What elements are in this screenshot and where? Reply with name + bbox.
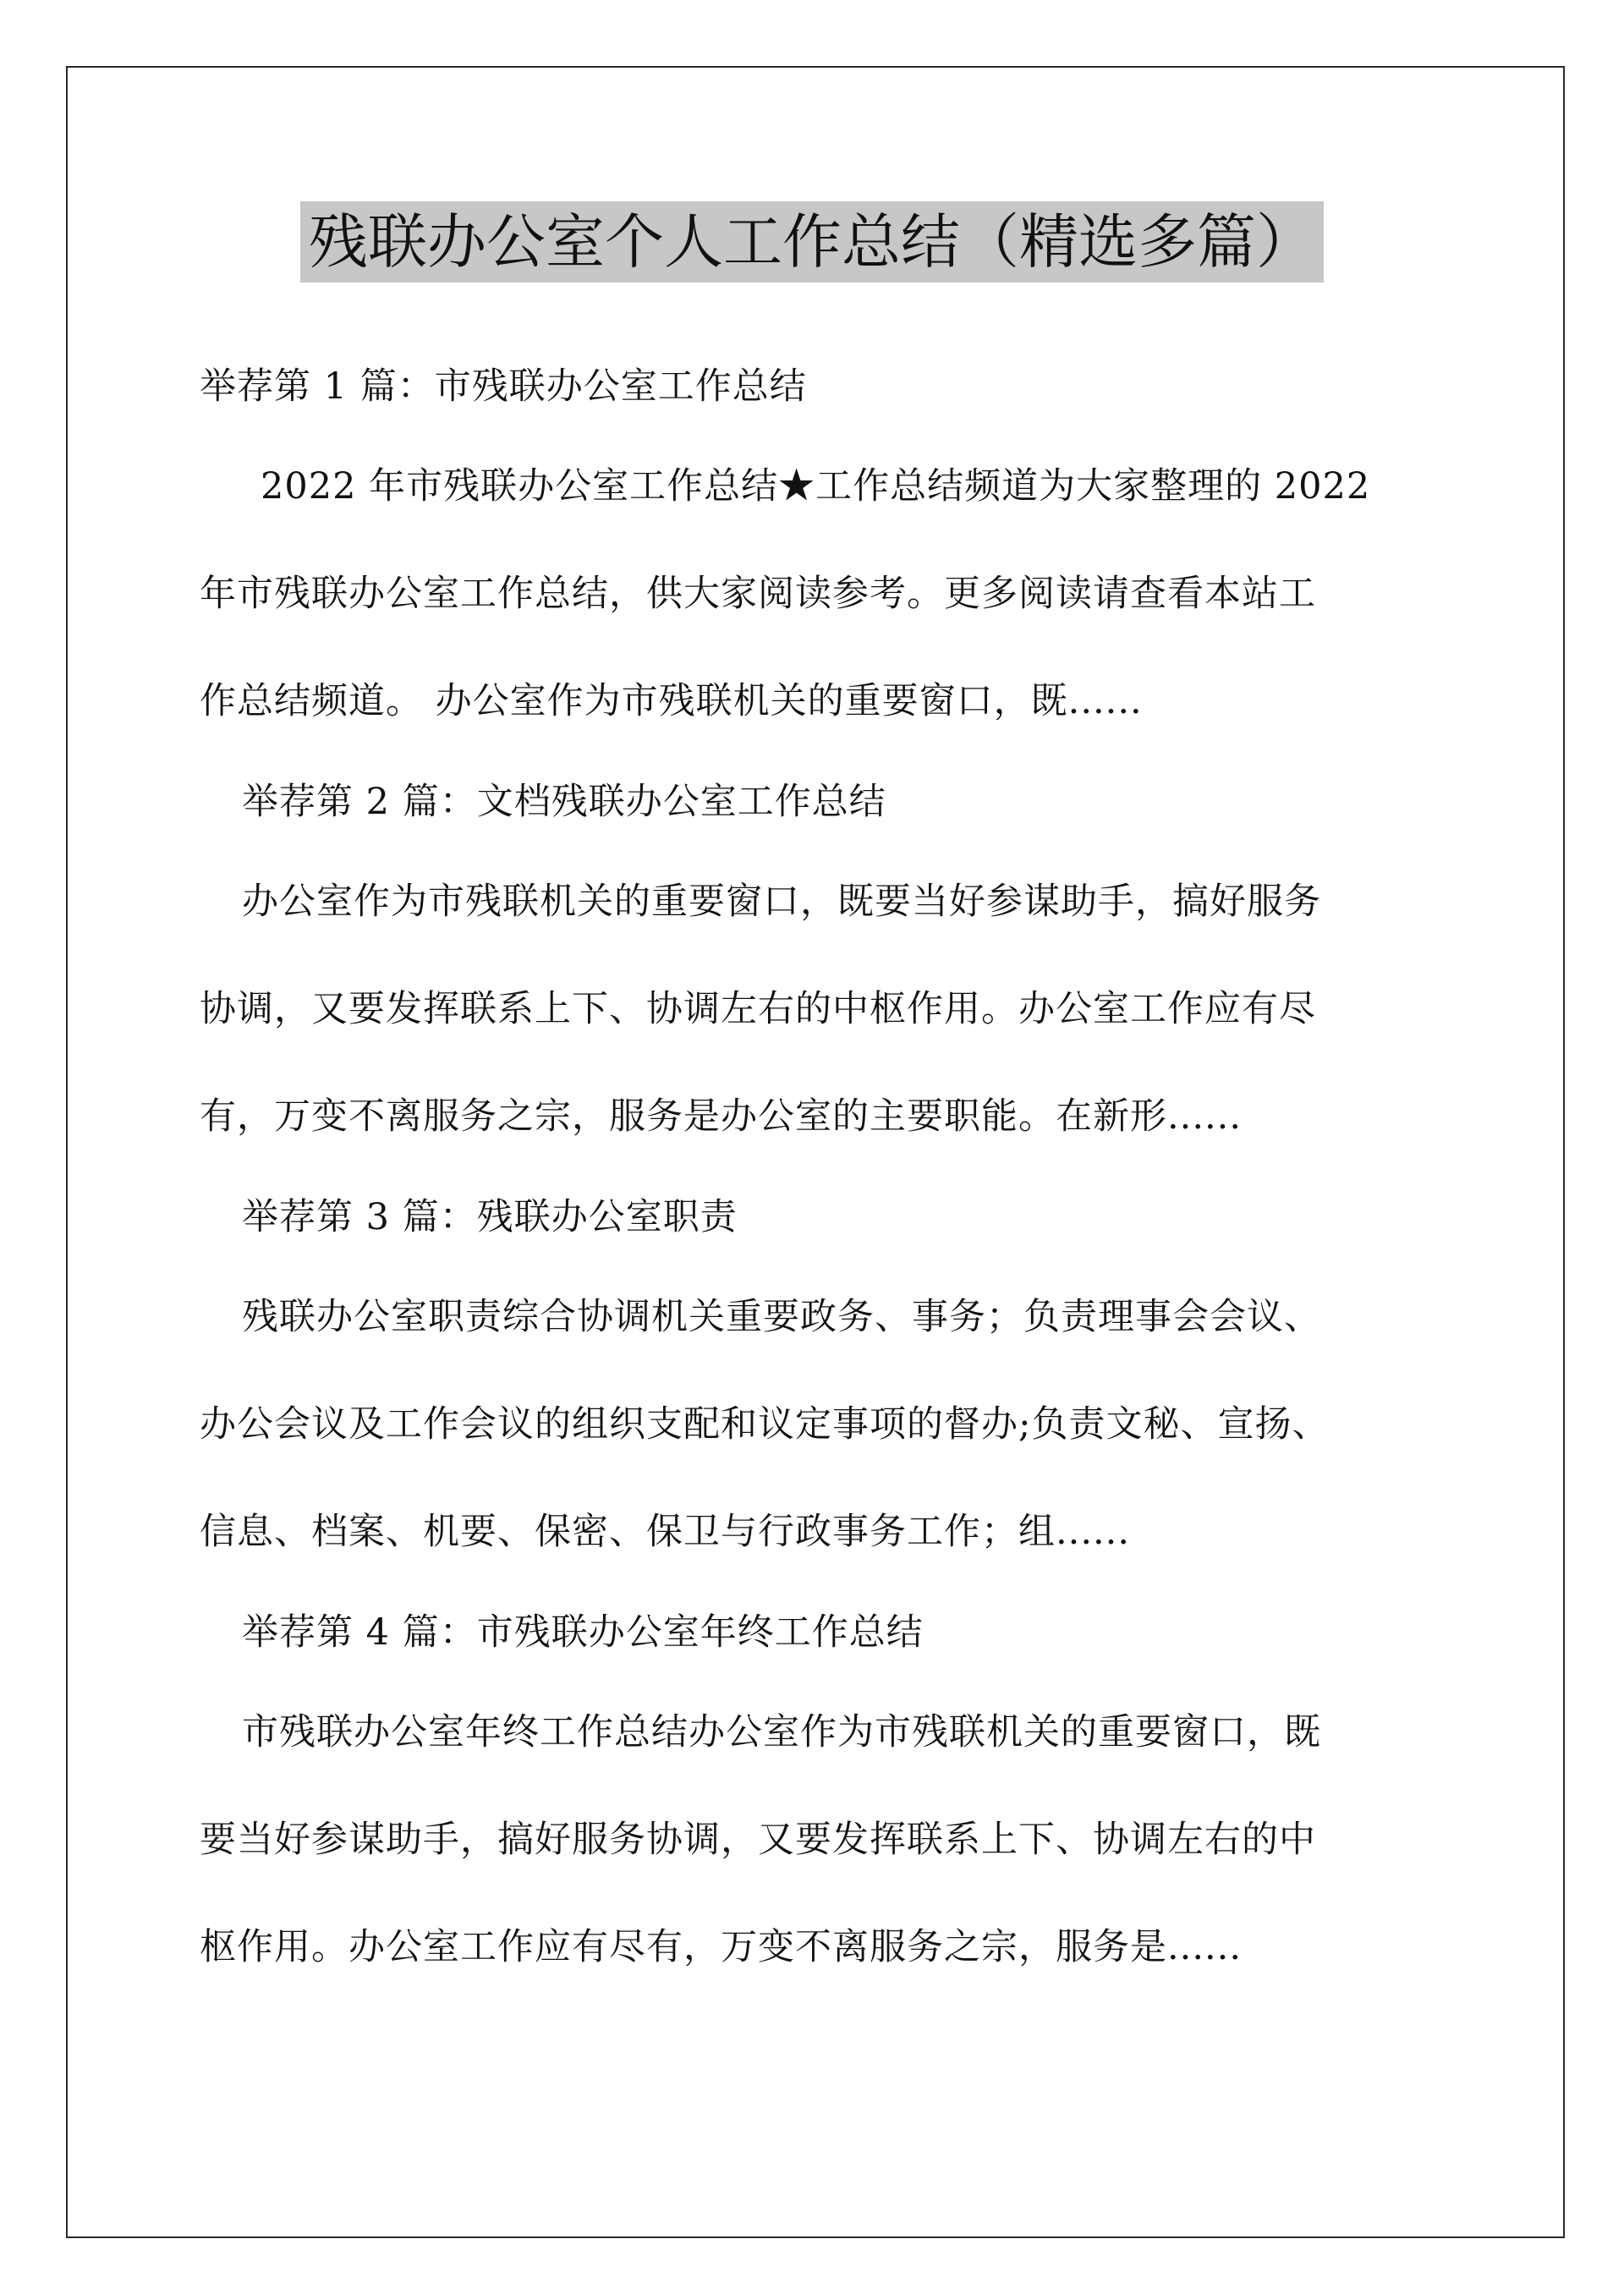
article-1-line-2: 年市残联办公室工作总结，供大家阅读参考。更多阅读请查看本站工	[200, 573, 1316, 615]
article-heading-2: 举荐第 2 篇：文档残联办公室工作总结	[242, 781, 886, 823]
article-1-line-1: 2022 年市残联办公室工作总结★工作总结频道为大家整理的 2022	[261, 465, 1371, 508]
article-2-line-3: 有，万变不离服务之宗，服务是办公室的主要职能。在新形......	[200, 1095, 1243, 1138]
title-container	[0, 201, 1624, 283]
article-1-line-3: 作总结频道。 办公室作为市残联机关的重要窗口，既......	[200, 680, 1143, 722]
document-body	[200, 340, 1428, 2001]
article-2-line-2: 协调，又要发挥联系上下、协调左右的中枢作用。办公室工作应有尽	[200, 988, 1316, 1030]
article-4-line-2: 要当好参谋助手，搞好服务协调，又要发挥联系上下、协调左右的中	[200, 1819, 1316, 1861]
article-4-line-3: 枢作用。办公室工作应有尽有，万变不离服务之宗，服务是......	[200, 1926, 1243, 1968]
article-3-line-1: 残联办公室职责综合协调机关重要政务、事务；负责理事会会议、	[242, 1296, 1321, 1338]
article-2-line-1: 办公室作为市残联机关的重要窗口，既要当好参谋助手，搞好服务	[242, 881, 1321, 923]
document-title: 残联办公室个人工作总结（精选多篇）	[300, 201, 1324, 283]
article-4-line-1: 市残联办公室年终工作总结办公室作为市残联机关的重要窗口，既	[242, 1711, 1321, 1753]
article-3-line-2: 办公会议及工作会议的组织支配和议定事项的督办;负责文秘、宣扬、	[200, 1403, 1330, 1446]
article-heading-3: 举荐第 3 篇：残联办公室职责	[242, 1196, 738, 1238]
article-heading-4: 举荐第 4 篇：市残联办公室年终工作总结	[242, 1611, 924, 1654]
article-heading-1: 举荐第 1 篇：市残联办公室工作总结	[200, 365, 807, 408]
article-3-line-3: 信息、档案、机要、保密、保卫与行政事务工作；组......	[200, 1511, 1131, 1553]
